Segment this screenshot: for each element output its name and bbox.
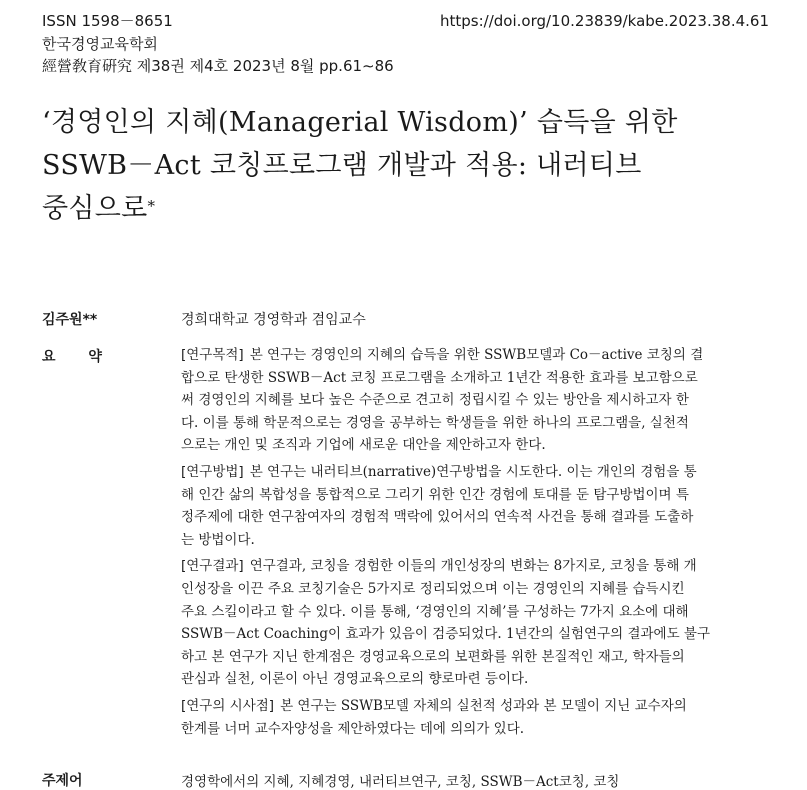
- author-name: 김주원**: [42, 312, 98, 328]
- abstract-line: 써 경영인의 지혜를 보다 높은 수준으로 견고히 정립시킬 수 있는 방안을 제시하고자 한: [181, 392, 689, 409]
- author-affiliation: 경희대학교 경영학과 겸임교수: [181, 312, 366, 328]
- abstract-line: 관심과 실천, 이론이 아닌 경영교육으로의 향로마련 등이다.: [181, 671, 529, 688]
- abstract-line: 한계를 너머 교수자양성을 제안하였다는 데에 의의가 있다.: [181, 720, 525, 737]
- title-footnote-mark[interactable]: *: [147, 197, 156, 215]
- section-tag: [연구목적]: [181, 347, 244, 363]
- abstract-results: [181, 555, 733, 691]
- title-line: [42, 187, 782, 230]
- abstract-implications: [181, 695, 733, 740]
- keywords-label: 주제어: [42, 773, 83, 789]
- abstract-line: 는 방법이다.: [181, 531, 255, 548]
- section-tag: [연구결과]: [181, 558, 244, 575]
- abstract-body: [181, 344, 733, 744]
- abstract-line: SSWB－Act Coaching이 효과가 있음이 검증되었다. 1년간의 실험연구의 결과에도 불구: [181, 626, 710, 643]
- abstract-purpose: [181, 344, 733, 457]
- title-line: SSWB－Act 코칭프로그램 개발과 적용: 내러티브: [42, 150, 642, 181]
- abstract-method: [181, 461, 733, 551]
- abstract-line: 주요 스킬이라고 할 수 있다. 이를 통해, ‘경영인의 지혜’를 구성하는 7가지 요소에 대해: [181, 603, 689, 620]
- paper-title: [42, 101, 782, 230]
- section-tag: [연구의 시사점]: [181, 697, 275, 714]
- abstract-line: 정주제에 대한 연구참여자의 경험적 맥락에 있어서의 연속적 사건을 통해 결과를 도출하: [181, 509, 694, 526]
- abstract-line: 다. 이를 통해 학문적으로는 경영을 공부하는 학생들을 위한 하나의 프로그램을, 실천적: [181, 414, 689, 431]
- abstract-line-text: 본 연구는 내러티브(narrative)연구방법을 시도한다. 이는 개인의 경험을 통: [249, 463, 697, 480]
- abstract-line: [181, 695, 733, 718]
- title-line-text: 중심으로: [42, 193, 148, 224]
- abstract-line: [181, 344, 733, 367]
- issn: ISSN 1598－8651: [42, 12, 173, 30]
- title-line: ‘경영인의 지혜(Managerial Wisdom)’ 습득을 위한: [42, 107, 678, 138]
- abstract-line: [181, 461, 733, 484]
- abstract-line: 합으로 탄생한 SSWB－Act 코칭 프로그램을 소개하고 1년간 적용한 효과를 보고함으로: [181, 369, 698, 386]
- doi-link[interactable]: https://doi.org/10.23839/kabe.2023.38.4.61: [439, 12, 769, 30]
- society-name: 한국경영교육학회: [42, 35, 158, 53]
- abstract-line: 해 인간 삶의 복합성을 통합적으로 그리기 위한 인간 경험에 토대를 둔 탐구방법이며 특: [181, 486, 689, 503]
- abstract-line-text: 본 연구는 경영인의 지혜의 습득을 위한 SSWB모델과 Co－active 코칭의 결: [249, 347, 704, 363]
- abstract-line-text: 연구결과, 코칭을 경험한 이들의 개인성장의 변화는 8가지로, 코칭을 통해 개: [249, 558, 697, 575]
- keywords-text: 경영학에서의 지혜, 지혜경영, 내러티브연구, 코칭, SSWB－Act코칭, 코칭: [181, 774, 620, 790]
- abstract-line: 하고 본 연구가 지닌 한계점은 경영교육으로의 보편화를 위한 본질적인 재고, 학자들의: [181, 648, 685, 665]
- abstract-line: 인성장을 이끈 주요 코칭기술은 5가지로 정리되었으며 이는 경영인의 지혜를 습득시킨: [181, 580, 685, 597]
- abstract-line: [181, 555, 733, 578]
- journal-info: 經營敎育硏究 제38권 제4호 2023년 8월 pp.61∼86: [42, 57, 394, 75]
- section-tag: [연구방법]: [181, 463, 244, 480]
- abstract-line: 으로는 개인 및 조직과 기업에 새로운 대안을 제안하고자 한다.: [181, 437, 546, 454]
- abstract-label: 요 약: [42, 349, 116, 365]
- abstract-line-text: 본 연구는 SSWB모델 자체의 실천적 성과와 본 모델이 지닌 교수자의: [280, 697, 687, 714]
